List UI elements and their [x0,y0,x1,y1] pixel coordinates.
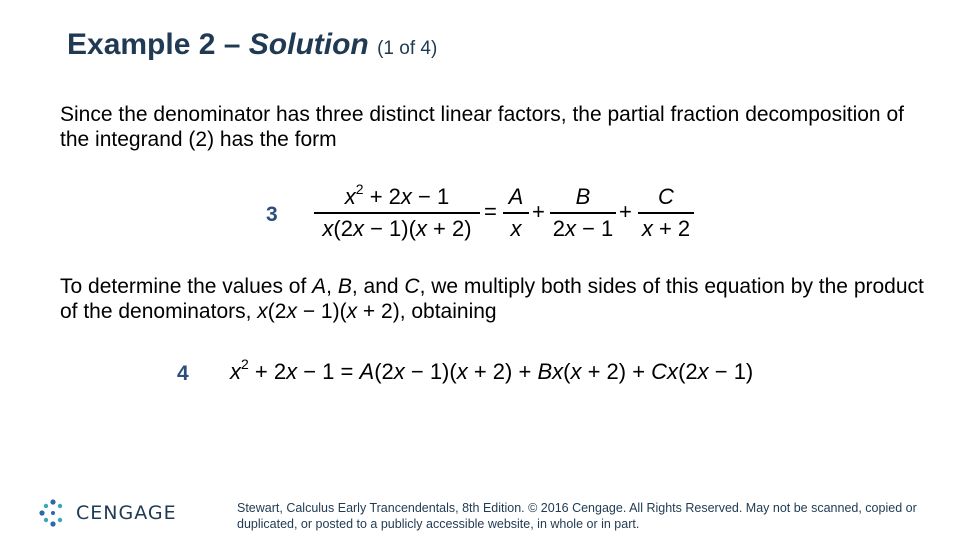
equation-4: $x^2 + 2x - 1 = A(2x - 1)(x + 2) + Bx(x + 2) + Cx(2x - 1)$ [230,356,754,384]
copyright-notice: Stewart, Calculus Early Trancendentals, 8th Edition. © 2016 Cengage. All Rights Reserved. May not be scanned, copied or duplicated, or posted to a publicly accessible website, in whole or in part. [237,501,917,531]
equation-3-lhs-fraction: $x^2 + 2x - 1$ x(2x − 1)(x + 2) [314,184,480,242]
equation-3-number: 3 [266,203,278,226]
logo-text: CENGAGE [76,502,177,524]
title-main: Example 2 – [67,28,249,61]
slide-title [67,28,437,62]
cengage-logo-icon [38,498,68,528]
equation-3-term-b: B 2x − 1 [550,184,616,242]
paragraph-2: To determine the values of A, B, and C, we multiply both sides of this equation by the product of the denominators, x(2x − 1)(x + 2), obtaining [60,275,924,323]
title-italic: Solution [248,28,369,61]
equation-3-term-c: C x + 2 [638,184,694,242]
equation-3-term-a: A x [503,184,529,242]
title-subtitle: (1 of 4) [377,38,438,59]
equation-4-number: 4 [177,362,189,385]
paragraph-1: Since the denominator has three distinct linear factors, the partial fraction decomposition of the integrand (2) has the form [60,103,904,151]
cengage-logo [38,498,177,528]
